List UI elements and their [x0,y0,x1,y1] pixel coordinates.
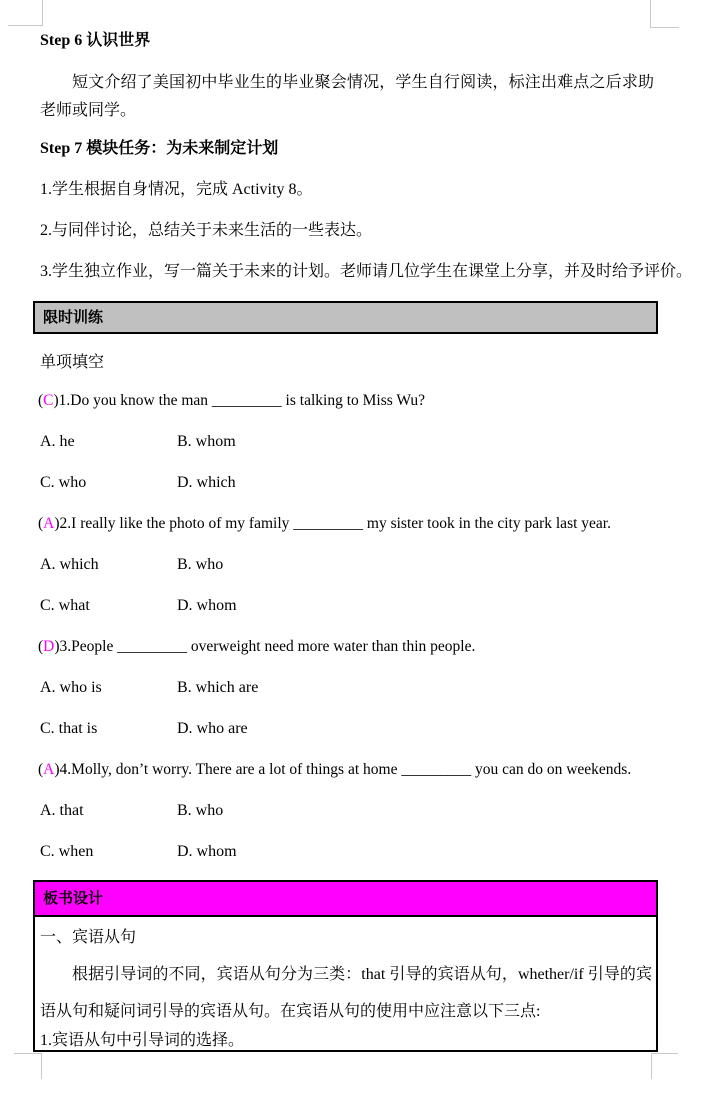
option-cell: A. that [40,802,84,819]
timed-practice-banner [33,301,658,334]
paren-open: ( [38,515,44,532]
text-boundary-mark-bottom-right [651,1053,678,1079]
timed-practice-banner-label: 限时训练 [43,309,104,326]
option-cell: B. whom [177,433,236,450]
option-row [40,597,237,615]
option-cell: B. who [177,556,224,573]
text-boundary-mark-top-right [650,0,679,28]
paren-open: ( [38,761,44,778]
option-cell: D. which [177,474,236,491]
step7-item-1: 1.学生根据自身情况，完成 Activity 8。 [40,181,313,198]
question-text: )1.Do you know the man _________ is talking to Miss Wu? [53,392,426,409]
step6-paragraph: 短文介绍了美国初中毕业生的毕业聚会情况，学生自行阅读，标注出难点之后求助老师或同学。 [40,74,654,119]
option-cell: C. who [40,474,87,491]
text-boundary-mark-bottom-left [14,1053,42,1079]
answer-letter: D [43,638,55,655]
question-text: )2.I really like the photo of my family _________ my sister took in the city park last year. [54,515,611,532]
board-design-banner [33,880,658,917]
option-cell: C. what [40,597,90,614]
question-line-2 [38,515,611,533]
question-text: )4.Molly, don’t worry. There are a lot of things at home _________ you can do on weekends. [54,761,632,778]
option-cell: A. who is [40,679,102,696]
paren-open: ( [38,638,44,655]
option-cell: D. who are [177,720,248,737]
paren-open: ( [38,392,44,409]
step7-heading: Step 7 模块任务：为未来制定计划 [40,140,279,157]
question-line-4 [38,761,631,779]
question-line-1 [38,392,425,410]
board-item: 1.宾语从句中引导词的选择。 [40,1032,245,1049]
question-text: )3.People _________ overweight need more water than thin people. [54,638,476,655]
answer-letter: A [43,761,55,778]
option-cell: B. who [177,802,224,819]
text-boundary-mark-top-left [8,0,43,26]
option-row [40,474,236,492]
option-cell: B. which are [177,679,259,696]
step6-heading: Step 6 认识世界 [40,32,151,49]
option-cell: D. whom [177,843,237,860]
answer-letter: A [43,515,55,532]
option-cell: A. which [40,556,99,573]
option-cell: C. that is [40,720,98,737]
board-design-box [33,917,658,1052]
option-cell: D. whom [177,597,237,614]
option-row [40,720,248,738]
question-line-3 [38,638,475,656]
section-title: 单项填空 [40,354,105,371]
board-title: 一、宾语从句 [40,929,137,946]
option-row [40,679,258,697]
option-row [40,433,236,451]
option-cell: C. when [40,843,94,860]
board-design-banner-label: 板书设计 [43,890,104,907]
option-cell: A. he [40,433,75,450]
step7-item-2: 2.与同伴讨论，总结关于未来生活的一些表达。 [40,222,373,239]
option-row [40,843,237,861]
option-row [40,802,223,820]
answer-letter: C [43,392,54,409]
step7-item-3: 3.学生独立作业，写一篇关于未来的计划。老师请几位学生在课堂上分享，并及时给予评价。 [40,263,693,280]
board-paragraph: 根据引导词的不同，宾语从句分为三类：that 引导的宾语从句，whether/if 引导的宾语从句和疑问词引导的宾语从句。在宾语从句的使用中应注意以下三点: [40,966,652,1020]
option-row [40,556,223,574]
